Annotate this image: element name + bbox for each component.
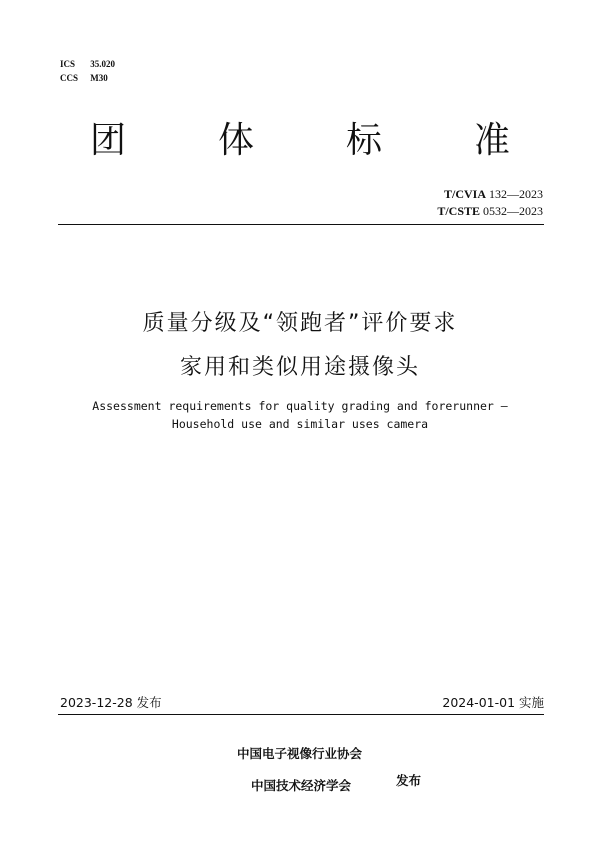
publisher-cvia: 中国电子视像行业协会 [237, 746, 363, 761]
standard-type-char: 团 [90, 120, 127, 161]
publish-action: 发布 [396, 773, 422, 788]
standard-type-char: 标 [345, 120, 382, 161]
title-en-line2: Household use and similar uses camera [171, 417, 429, 431]
publisher-cste: 中国技术经济学会 [251, 778, 352, 793]
code-number: 132—2023 [486, 187, 543, 201]
ccs-label: CCS [60, 73, 79, 83]
title-zh-line2: 家用和类似用途摄像头 [179, 355, 420, 380]
publish-date: 2023-12-28 发布 [60, 695, 162, 710]
standard-type-char: 准 [473, 120, 510, 161]
ccs-value: M30 [90, 73, 108, 83]
title-zh-line1: 质量分级及“领跑者”评价要求 [142, 311, 458, 336]
title-en-line1: Assessment requirements for quality grading and forerunner — [92, 399, 508, 413]
ccs-line [60, 72, 108, 84]
ics-value: 35.020 [90, 59, 115, 69]
ics-label: ICS [60, 59, 76, 69]
code-number: 0532—2023 [480, 204, 543, 218]
code-prefix: T/CSTE [437, 204, 480, 218]
ics-line [60, 58, 115, 70]
standard-code-cste [437, 203, 543, 220]
bottom-divider [58, 714, 544, 715]
standard-type-title [90, 112, 510, 163]
standard-type-char: 体 [217, 120, 254, 161]
standard-code-cvia [437, 186, 543, 203]
top-divider [58, 224, 544, 225]
effective-date: 2024-01-01 实施 [442, 695, 544, 710]
code-prefix: T/CVIA [443, 187, 486, 201]
standard-codes [437, 186, 543, 220]
